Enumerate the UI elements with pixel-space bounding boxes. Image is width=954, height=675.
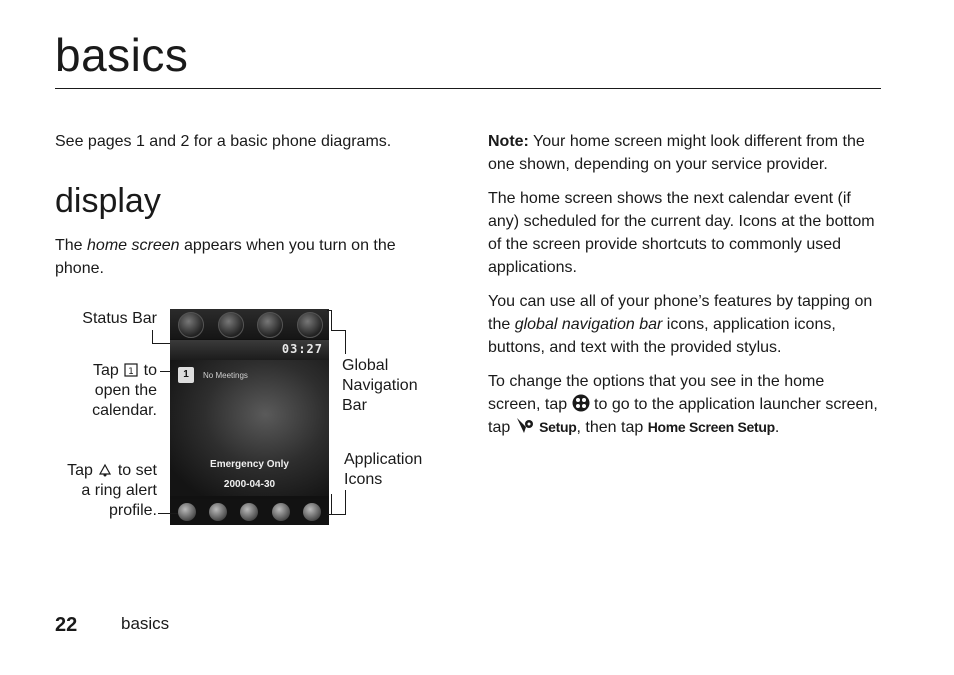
p4-a: To change the options that you see in the home screen, tap xyxy=(488,373,825,413)
leader-line xyxy=(158,513,178,514)
display-intro xyxy=(55,234,425,280)
app-icon-4 xyxy=(272,503,290,521)
p4-setup: Setup xyxy=(539,419,577,435)
ring-profile-icon xyxy=(178,503,196,521)
display-intro-before: The xyxy=(55,237,88,254)
meeting-text: No Meetings xyxy=(203,371,248,380)
callout-global-nav: Global Navigation Bar xyxy=(342,357,418,414)
callout-status-bar: Status Bar xyxy=(82,310,157,327)
callout-calendar-post: to open the calendar. xyxy=(92,362,157,419)
bracket-global-nav xyxy=(331,330,345,331)
page-number: 22 xyxy=(55,614,78,636)
p4-home: Home Screen Setup xyxy=(647,419,775,435)
calendar-icon xyxy=(123,362,139,378)
intro-text: See pages 1 and 2 for a basic phone diagrams. xyxy=(55,133,392,150)
options-paragraph xyxy=(488,370,880,439)
setup-gear-icon xyxy=(515,417,535,435)
bracket-global-nav xyxy=(345,330,346,354)
callout-ring-post: to set a ring alert profile. xyxy=(81,462,157,519)
bracket-app-icons xyxy=(327,514,346,515)
bluetooth-icon xyxy=(303,503,321,521)
bracket-global-nav xyxy=(331,310,332,330)
home-screen-paragraph: The home screen shows the next calendar event (if any) scheduled for the current day. Icons at the bottom of the screen provide shortcuts to commonly used applications. xyxy=(488,190,875,276)
nav-contacts-icon xyxy=(218,312,244,338)
nav-phone-icon xyxy=(297,312,323,338)
features-paragraph xyxy=(488,290,880,359)
note-label: Note: xyxy=(488,133,529,150)
clock: 03:27 xyxy=(281,342,323,356)
calendar-icon: 1 xyxy=(178,367,194,383)
callout-ring xyxy=(60,461,157,521)
callout-calendar-pre: Tap xyxy=(92,362,119,379)
leader-line xyxy=(152,343,170,344)
p3-em: global navigation bar xyxy=(514,316,663,333)
callout-calendar xyxy=(60,361,157,421)
launcher-icon xyxy=(572,394,590,412)
right-column xyxy=(488,130,880,450)
p4-b: to go to the application launcher screen, tap xyxy=(488,396,878,436)
callout-ring-pre: Tap xyxy=(67,462,93,479)
p4-c: , then tap xyxy=(576,419,648,436)
page-title: basics xyxy=(55,29,189,81)
emergency-text: Emergency Only xyxy=(210,459,289,470)
section-heading-display: display xyxy=(55,182,161,220)
p3-before: You can use all of your phone’s features by tapping on the xyxy=(488,293,873,333)
app-icon-2 xyxy=(209,503,227,521)
home-screen-image xyxy=(170,309,329,525)
note-text: Your home screen might look different from the one shown, depending on your service provider. xyxy=(488,133,865,173)
nav-launcher-icon xyxy=(178,312,204,338)
display-intro-after: appears when you turn on the phone. xyxy=(55,237,396,277)
p4-d: . xyxy=(774,419,780,436)
app-icon-3 xyxy=(240,503,258,521)
nav-messages-icon xyxy=(257,312,283,338)
callout-app-icons: Application Icons xyxy=(344,451,423,488)
ring-profile-icon xyxy=(97,462,113,478)
title-rule xyxy=(55,88,881,89)
svg-text:1: 1 xyxy=(128,367,135,377)
bracket-app-icons xyxy=(345,490,346,515)
leader-line xyxy=(160,371,176,372)
display-intro-em: home screen xyxy=(87,237,180,254)
footer-section: basics xyxy=(121,614,170,633)
leader-line xyxy=(152,330,153,343)
p3-after: icons, application icons, buttons, and text with the provided stylus. xyxy=(488,316,836,356)
note-paragraph xyxy=(488,130,880,176)
date-text: 2000-04-30 xyxy=(223,479,276,490)
bracket-app-icons xyxy=(331,494,332,514)
bracket-global-nav xyxy=(327,310,332,311)
